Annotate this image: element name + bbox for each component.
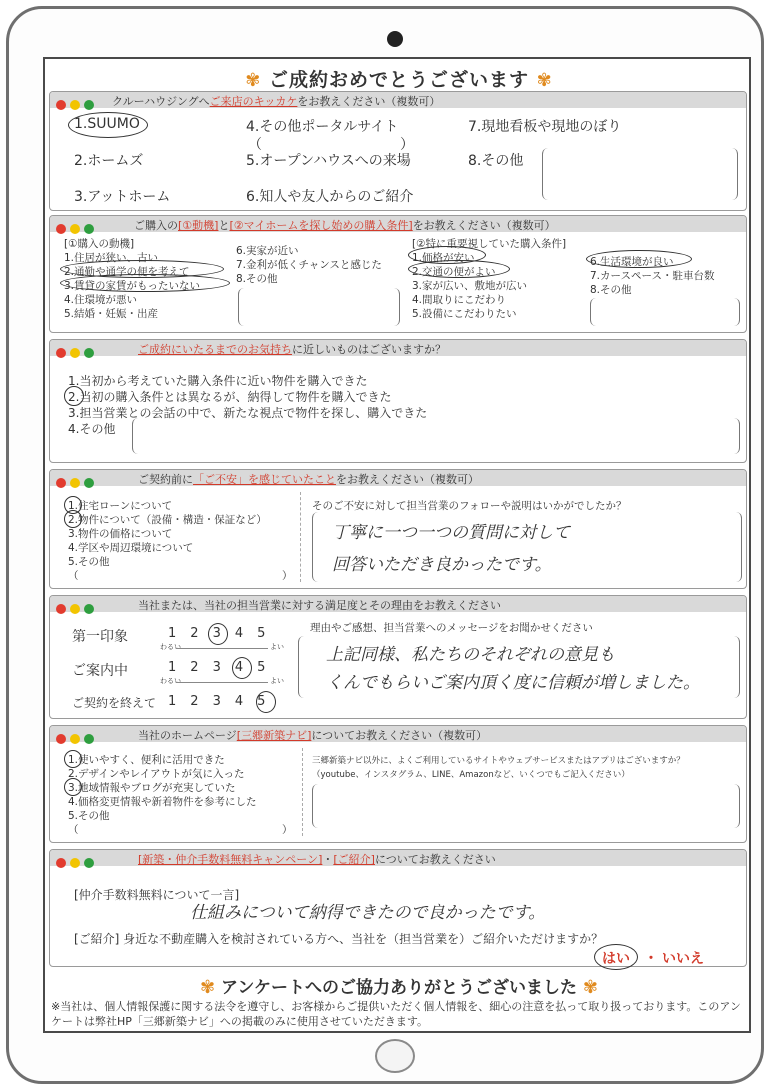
privacy-note: ※当社は、個人情報保護に関する法令を遵守し、お客様からご提供いただく個人情報を、細心の注意を払って取り扱っております。このアンケートは弊社HP「三郷新築ナビ」への掲載のみに使用させていただきます。 — [51, 1000, 741, 1028]
scale-good-label: よい — [270, 643, 284, 651]
other-service-bracket[interactable] — [312, 784, 740, 828]
divider — [302, 748, 303, 836]
scale-bad-label: わるい — [160, 677, 181, 685]
reason-question: 理由やご感想、担当営業へのメッセージをお聞かせください — [310, 622, 593, 634]
motive-option-2[interactable]: 2.通勤や通学の便を考えて — [64, 266, 190, 278]
website-option-2[interactable]: 2.デザインやレイアウトが気に入った — [68, 768, 245, 780]
section-question: ご購入の[①動機]と[②マイホームを探し始めの購入条件]をお教えください（複数可） — [134, 219, 556, 232]
referral-yes[interactable]: はい — [602, 951, 630, 967]
camera-dot — [387, 31, 403, 47]
feeling-option-4[interactable]: 4.その他 — [68, 422, 116, 436]
motive-other-bracket[interactable] — [238, 288, 400, 326]
rating-scale[interactable]: 1 2 3 4 5 — [168, 626, 266, 641]
concern-option-2[interactable]: 2.物件について（設備・構造・保証など） — [68, 514, 267, 526]
window-dots-icon — [56, 343, 98, 362]
survey-sheet — [43, 57, 751, 1033]
answer-circle — [64, 386, 84, 406]
campaign-label: [仲介手数料無料について一言] — [74, 888, 240, 902]
window-dots-icon — [56, 853, 98, 872]
feeling-option-3[interactable]: 3.担当営業との会話の中で、新たな視点で物件を探し、購入できた — [68, 406, 428, 420]
scale-arrow — [176, 682, 268, 683]
handwritten-answer-line2: 回答いただき良かったです。 — [332, 555, 552, 575]
section-header — [50, 340, 746, 356]
scale-bad-label: わるい — [160, 643, 181, 651]
option-signboard[interactable]: 7.現地看板や現地のぼり — [468, 119, 622, 135]
thanks-text: アンケートへのご協力ありがとうございました — [221, 978, 577, 998]
option-other[interactable]: 8.その他 — [468, 153, 524, 169]
answer-circle — [256, 691, 276, 713]
window-dots-icon — [56, 473, 98, 492]
section-question: ご契約前に「ご不安」を感じていたことをお教えください（複数可） — [138, 473, 479, 486]
rating-scale[interactable]: 1 2 3 4 5 — [168, 660, 266, 675]
option-homes[interactable]: 2.ホームズ — [74, 153, 144, 169]
section-header — [50, 470, 746, 486]
section-visit-trigger — [49, 91, 747, 211]
handwritten-answer-line1: 丁寧に一つ一つの質問に対して — [332, 523, 570, 543]
rating-scale[interactable]: 1 2 3 4 5 — [168, 694, 266, 709]
window-dots-icon — [56, 95, 98, 114]
section-satisfaction — [49, 595, 747, 719]
divider — [300, 492, 301, 582]
tablet-frame — [6, 6, 764, 1084]
motive-option-7[interactable]: 7.金利が低くチャンスと感じた — [236, 259, 382, 271]
section-question: 当社のホームページ[三郷新築ナビ]についてお教えください（複数可） — [138, 729, 488, 742]
motive-option-4[interactable]: 4.住環境が悪い — [64, 294, 138, 306]
website-option-3[interactable]: 3.地域情報やブログが充実していた — [68, 782, 236, 794]
referral-separator: ・ — [644, 951, 658, 967]
option-referral[interactable]: 6.知人や友人からのご紹介 — [246, 189, 414, 205]
thanks-title — [45, 973, 753, 998]
rating-label-guidance: ご案内中 — [72, 663, 128, 679]
condition-option-6[interactable]: 6.生活環境が良い — [590, 256, 674, 268]
feeling-option-1[interactable]: 1.当初から考えていた購入条件に近い物件を購入できた — [68, 374, 368, 388]
rating-label-after-contract: ご契約を終えて — [72, 696, 157, 710]
condition-option-4[interactable]: 4.間取りにこだわり — [412, 294, 507, 306]
motive-option-1[interactable]: 1.住居が狭い、古い — [64, 252, 159, 264]
followup-question: そのご不安に対して担当営業のフォローや説明はいかがでしたか？ — [312, 500, 627, 512]
concern-option-1[interactable]: 1.住宅ローンについて — [68, 500, 173, 512]
section-concerns — [49, 469, 747, 589]
other-input-bracket[interactable] — [542, 148, 738, 200]
section-question: ご成約にいたるまでのお気持ちに近しいものはございますか？ — [138, 343, 446, 356]
condition-header: [②特に重要視していた購入条件] — [412, 238, 567, 250]
website-option-1[interactable]: 1.使いやすく、便利に活用できた — [68, 754, 225, 766]
paren-open: （ — [248, 137, 262, 153]
home-button[interactable] — [375, 1039, 415, 1073]
motive-header: [①購入の動機] — [64, 238, 135, 250]
paren-close: ） — [282, 824, 293, 836]
section-question: [新築・仲介手数料無料キャンペーン]・[ご紹介]についてお教えください — [138, 853, 496, 866]
title-text: ご成約おめでとうございます — [268, 69, 529, 91]
feeling-option-2[interactable]: 2.当初の購入条件とは異なるが、納得して物件を購入できた — [68, 390, 392, 404]
paren-close: ） — [400, 137, 414, 153]
paren-open: （ — [68, 824, 79, 836]
concern-option-5[interactable]: 5.その他 — [68, 556, 110, 568]
condition-option-3[interactable]: 3.家が広い、敷地が広い — [412, 280, 528, 292]
other-service-question: 三郷新築ナビ以外に、よくご利用しているサイトやウェブサービスまたはアプリはございますか？ — [312, 756, 685, 766]
option-suumo[interactable]: 1.SUUMO — [74, 116, 140, 132]
paren-close: ） — [282, 570, 293, 582]
motive-option-8[interactable]: 8.その他 — [236, 273, 278, 285]
scale-good-label: よい — [270, 677, 284, 685]
answer-circle — [60, 274, 230, 292]
flower-icon: ✾ — [536, 70, 553, 91]
page-title — [45, 65, 753, 92]
section-header — [50, 596, 746, 612]
other-service-note: （youtube、インスタグラム、LINE、Amazonなど、いくつでもご記入ください） — [312, 770, 630, 780]
section-question: クルーハウジングへご来店のキッカケをお教えください（複数可） — [112, 95, 441, 108]
option-open-house[interactable]: 5.オープンハウスへの来場 — [246, 153, 411, 169]
scale-arrow — [176, 648, 268, 649]
section-header — [50, 850, 746, 866]
section-feelings — [49, 339, 747, 463]
condition-option-7[interactable]: 7.カースペース・駐車台数 — [590, 270, 715, 282]
concern-option-3[interactable]: 3.物件の価格について — [68, 528, 173, 540]
handwritten-campaign-answer: 仕組みについて納得できたので良かったです。 — [190, 903, 546, 923]
paren-open: （ — [68, 570, 79, 582]
motive-option-6[interactable]: 6.実家が近い — [236, 245, 299, 257]
condition-option-8[interactable]: 8.その他 — [590, 284, 632, 296]
condition-option-2[interactable]: 2.交通の便がよい — [412, 266, 496, 278]
condition-other-bracket[interactable] — [590, 298, 740, 326]
option-athome[interactable]: 3.アットホーム — [74, 189, 171, 205]
answer-circle — [208, 623, 228, 645]
flower-icon: ✾ — [245, 70, 262, 91]
answer-circle — [408, 260, 510, 278]
condition-option-1[interactable]: 1.価格が安い — [412, 252, 475, 264]
handwritten-reason-line1: 上記同様、私たちのそれぞれの意見も — [326, 645, 615, 665]
condition-option-5[interactable]: 5.設備にこだわりたい — [412, 308, 517, 320]
section-website — [49, 725, 747, 843]
answer-circle — [68, 112, 148, 138]
answer-circle — [586, 250, 692, 268]
referral-no[interactable]: いいえ — [662, 951, 704, 967]
website-option-5[interactable]: 5.その他 — [68, 810, 110, 822]
concern-option-4[interactable]: 4.学区や周辺環境について — [68, 542, 194, 554]
section-header — [50, 216, 746, 232]
window-dots-icon — [56, 729, 98, 748]
feeling-other-bracket[interactable] — [132, 418, 740, 454]
website-option-4[interactable]: 4.価格変更情報や新着物件を参考にした — [68, 796, 257, 808]
handwritten-reason-line2: くんでもらいご案内頂く度に信頼が増しました。 — [326, 673, 700, 693]
motive-option-5[interactable]: 5.結婚・妊娠・出産 — [64, 308, 159, 320]
option-other-portal[interactable]: 4.その他ポータルサイト — [246, 119, 399, 135]
referral-question: [ご紹介] 身近な不動産購入を検討されている方へ、当社を（担当営業を）ご紹介いただけますか？ — [74, 932, 604, 946]
rating-label-first-impression: 第一印象 — [72, 629, 128, 645]
flower-icon: ✾ — [582, 977, 598, 998]
flower-icon: ✾ — [199, 977, 216, 998]
section-header — [50, 92, 746, 108]
motive-option-3[interactable]: 3.賃貸の家賃がもったいない — [64, 280, 201, 292]
answer-circle — [232, 657, 252, 679]
section-motive — [49, 215, 747, 333]
section-question: 当社または、当社の担当営業に対する満足度とその理由をお教えください — [138, 599, 501, 612]
section-campaign — [49, 849, 747, 967]
section-header — [50, 726, 746, 742]
answer-circle — [594, 944, 638, 970]
window-dots-icon — [56, 599, 98, 618]
